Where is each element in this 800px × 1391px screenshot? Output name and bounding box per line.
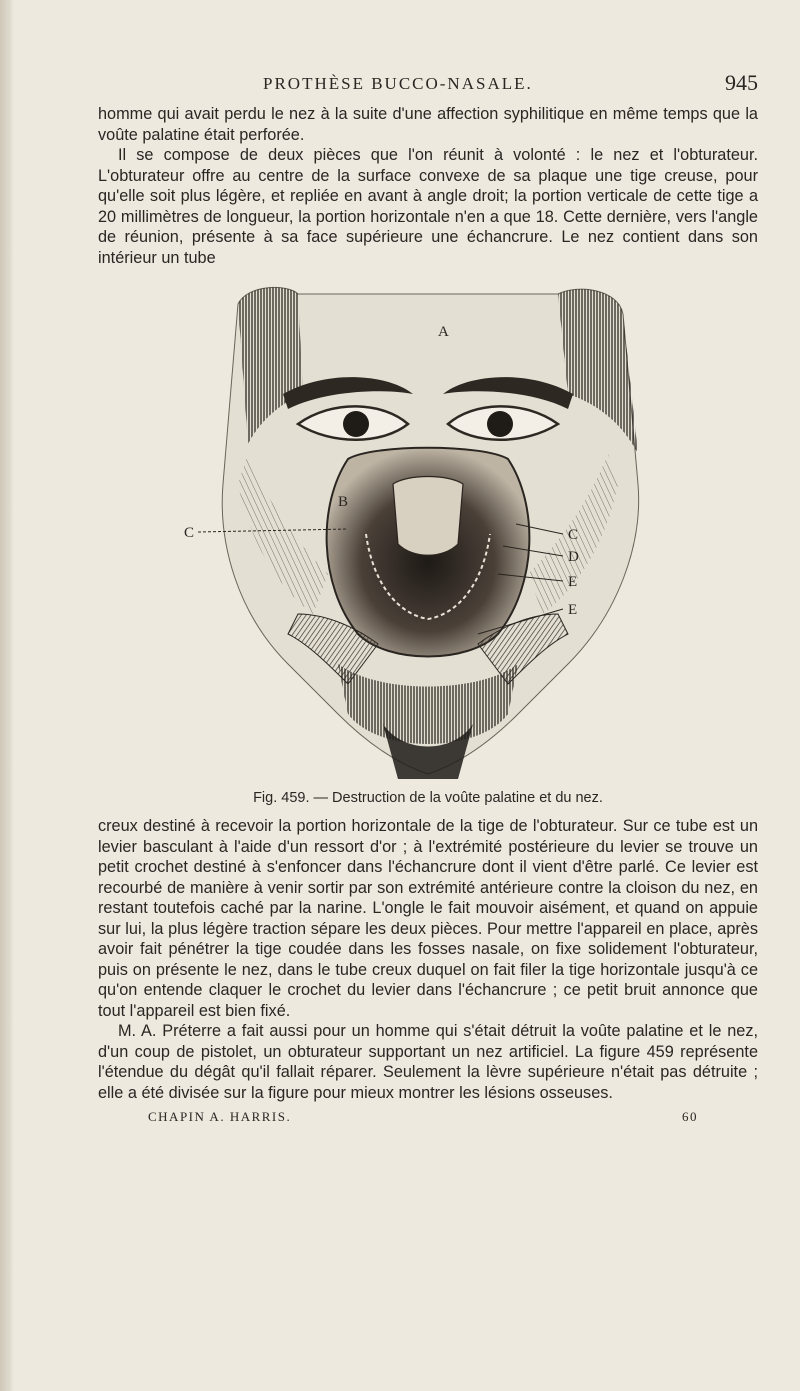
septum-remnant (393, 477, 463, 556)
figure-label-c-left: C (184, 525, 195, 541)
figure-label-a: A (438, 324, 449, 340)
figure-caption: Fig. 459. — Destruction de la voûte palatine et du nez. (253, 790, 603, 806)
footer-signature: 60 (682, 1109, 698, 1124)
book-page (98, 70, 758, 1133)
anatomical-engraving (98, 284, 758, 784)
figure-label-e-upper: E (568, 574, 578, 590)
page-number: 945 (725, 70, 758, 95)
paragraph-3: creux destiné à recevoir la portion horizontale de la tige de l'obturateur. Sur ce tube est un levier basculant à l'aide d'un ressort d'or ; à l'extrémité postérieure du levier se trouve un petit crochet destiné à s'enfoncer dans l'échancrure dont il vient d'être parlé. Ce levier est recourbé de manière à venir sortir par son extrémité antérieure contre la cloison du nez, en restant toutefois caché par la narine. L'ongle le fait mouvoir aisément, et quand on appuie sur lui, la plus légère traction sépare les deux pièces. Pour mettre l'appareil en place, après avoir fait pénétrer la tige coudée dans les fosses nasale, on fixe solidement l'obturateur, puis on présente le nez, dans le tube creux duquel on fait filer la tige horizontale jusqu'à ce qu'on entende claquer le crochet du levier dans l'échancrure ; ce petit bruit annonce que tout l'appareil est bien fixé. (98, 817, 758, 1020)
footer-author: CHAPIN A. HARRIS. (148, 1109, 292, 1124)
right-pupil (487, 411, 513, 437)
paragraph-1: homme qui avait perdu le nez à la suite d'une affection syphilitique en même temps que la voûte palatine était perforée. (98, 105, 758, 144)
figure-label-b: B (338, 494, 349, 510)
page-footer (98, 1109, 758, 1133)
page-edge (0, 0, 14, 1391)
figure-label-d: D (568, 549, 579, 565)
figure-label-c-right: C (568, 527, 579, 543)
left-pupil (343, 411, 369, 437)
paragraph-4: M. A. Préterre a fait aussi pour un homme qui s'était détruit la voûte palatine et le nez, d'un coup de pistolet, un obturateur supportant un nez artificiel. La figure 459 représente l'étendue du dégât qu'il fallait réparer. Seulement la lèvre supérieure n'était pas détruite ; elle a été divisée sur la figure pour mieux montrer les lésions osseuses. (98, 1022, 758, 1102)
figure-label-e-lower: E (568, 602, 578, 618)
running-title: PROTHÈSE BUCCO-NASALE. (263, 74, 533, 93)
figure-459 (98, 284, 758, 784)
paragraph-2: Il se compose de deux pièces que l'on réunit à volonté : le nez et l'obturateur. L'obturateur offre au centre de la surface convexe de sa plaque une tige creuse, pour qu'elle soit plus légère, et repliée en avant à angle droit; la portion verticale de cette tige a 20 millimètres de longueur, la portion horizontale n'en a que 18. Cette dernière, vers l'angle de réunion, présente à sa face supérieure une échancrure. Le nez contient dans son intérieur un tube (98, 146, 758, 267)
page-header (98, 70, 758, 104)
